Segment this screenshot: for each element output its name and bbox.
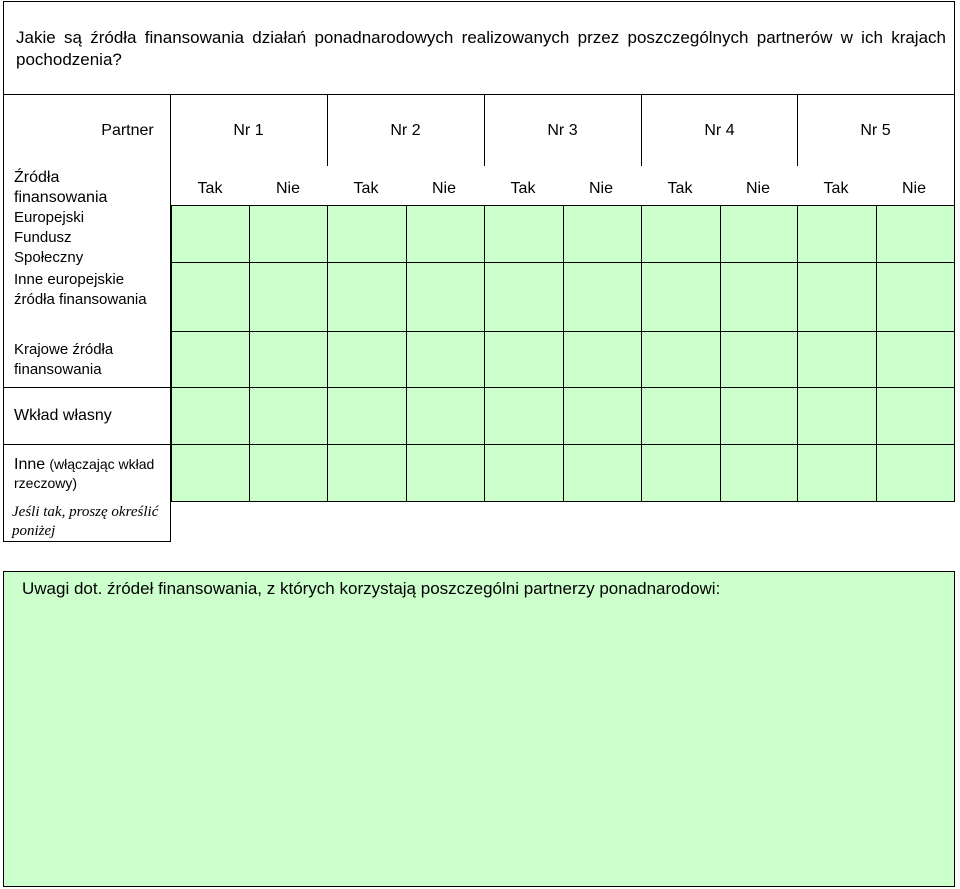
remarks-box[interactable] (3, 571, 955, 887)
nr1-yes-label: Tak (197, 180, 223, 197)
nr3-yes-label: Tak (510, 180, 536, 197)
partner-nr2-header: Nr 2 (390, 122, 421, 139)
row-label-own: Wkład własny (14, 407, 112, 424)
cell-national-nr5-yes[interactable] (797, 331, 877, 388)
cell-efs-nr3-no[interactable] (563, 205, 642, 263)
cell-efs-nr4-yes[interactable] (641, 205, 721, 263)
cell-other-nr5-yes[interactable] (797, 444, 877, 502)
cell-own-nr3-yes[interactable] (484, 387, 564, 445)
cell-other-nr4-yes[interactable] (641, 444, 721, 502)
row-label-other-paren: (włączając wkład rzeczowy) (14, 456, 155, 491)
cell-efs-nr4-no[interactable] (720, 205, 798, 263)
cell-efs-nr2-yes[interactable] (327, 205, 407, 263)
row-label-other-hint: Jeśli tak, proszę określić poniżej (12, 504, 159, 539)
cell-other-nr3-no[interactable] (563, 444, 642, 502)
cell-national-nr4-no[interactable] (720, 331, 798, 388)
cell-other-eu-nr1-no[interactable] (249, 262, 328, 332)
cell-other-eu-nr2-yes[interactable] (327, 262, 407, 332)
cell-other-eu-nr5-yes[interactable] (797, 262, 877, 332)
nr4-yes-label: Tak (667, 180, 693, 197)
cell-other-eu-nr5-no[interactable] (876, 262, 955, 332)
row-label-other (14, 455, 164, 493)
cell-own-nr3-no[interactable] (563, 387, 642, 445)
cell-national-nr1-yes[interactable] (171, 331, 250, 388)
cell-other-nr2-yes[interactable] (327, 444, 407, 502)
cell-other-eu-nr2-no[interactable] (406, 262, 485, 332)
partner-nr5-header: Nr 5 (860, 122, 891, 139)
cell-other-eu-nr4-no[interactable] (720, 262, 798, 332)
cell-other-nr5-no[interactable] (876, 444, 955, 502)
nr5-yes-label: Tak (823, 180, 849, 197)
question-box (3, 1, 955, 95)
row-label-national: Krajowe źródła finansowania (14, 341, 114, 378)
cell-efs-nr3-yes[interactable] (484, 205, 564, 263)
cell-other-nr1-no[interactable] (249, 444, 328, 502)
partner-nr3-header: Nr 3 (547, 122, 578, 139)
cell-own-nr2-yes[interactable] (327, 387, 407, 445)
nr5-no-label: Nie (901, 180, 926, 197)
nr2-yes-label: Tak (353, 180, 379, 197)
cell-national-nr2-yes[interactable] (327, 331, 407, 388)
cell-efs-nr5-no[interactable] (876, 205, 955, 263)
remarks-title: Uwagi dot. źródeł finansowania, z których korzystają poszczególni partnerzy ponadnarodowi: (22, 579, 721, 598)
cell-national-nr5-no[interactable] (876, 331, 955, 388)
cell-other-nr3-yes[interactable] (484, 444, 564, 502)
cell-own-nr5-no[interactable] (876, 387, 955, 445)
row-label-efs: Europejski Fundusz Społeczny (14, 209, 85, 266)
row-label-other-main: Inne (14, 456, 46, 473)
cell-other-eu-nr4-yes[interactable] (641, 262, 721, 332)
nr3-no-label: Nie (588, 180, 613, 197)
cell-other-eu-nr3-yes[interactable] (484, 262, 564, 332)
cell-other-nr1-yes[interactable] (171, 444, 250, 502)
cell-other-nr2-no[interactable] (406, 444, 485, 502)
cell-national-nr2-no[interactable] (406, 331, 485, 388)
cell-other-eu-nr3-no[interactable] (563, 262, 642, 332)
sources-title: Źródła finansowania (14, 169, 108, 206)
nr4-no-label: Nie (745, 180, 770, 197)
partner-nr1-header: Nr 1 (233, 122, 264, 139)
cell-national-nr1-no[interactable] (249, 331, 328, 388)
partner-nr4-header: Nr 4 (704, 122, 735, 139)
cell-efs-nr1-no[interactable] (249, 205, 328, 263)
nr1-no-label: Nie (275, 180, 300, 197)
cell-own-nr5-yes[interactable] (797, 387, 877, 445)
cell-efs-nr5-yes[interactable] (797, 205, 877, 263)
cell-efs-nr1-yes[interactable] (171, 205, 250, 263)
cell-own-nr1-yes[interactable] (171, 387, 250, 445)
cell-own-nr2-no[interactable] (406, 387, 485, 445)
question-text: Jakie są źródła finansowania działań ponadnarodowych realizowanych przez poszczególnych partnerów w ich krajach pochodzenia? (16, 28, 946, 69)
cell-other-eu-nr1-yes[interactable] (171, 262, 250, 332)
cell-efs-nr2-no[interactable] (406, 205, 485, 263)
cell-own-nr4-yes[interactable] (641, 387, 721, 445)
cell-own-nr1-no[interactable] (249, 387, 328, 445)
cell-national-nr3-yes[interactable] (484, 331, 564, 388)
nr2-no-label: Nie (431, 180, 456, 197)
row-label-other-eu: Inne europejskie źródła finansowania (14, 271, 147, 308)
cell-other-nr4-no[interactable] (720, 444, 798, 502)
cell-national-nr3-no[interactable] (563, 331, 642, 388)
cell-national-nr4-yes[interactable] (641, 331, 721, 388)
cell-own-nr4-no[interactable] (720, 387, 798, 445)
partner-header: Partner (101, 122, 154, 139)
